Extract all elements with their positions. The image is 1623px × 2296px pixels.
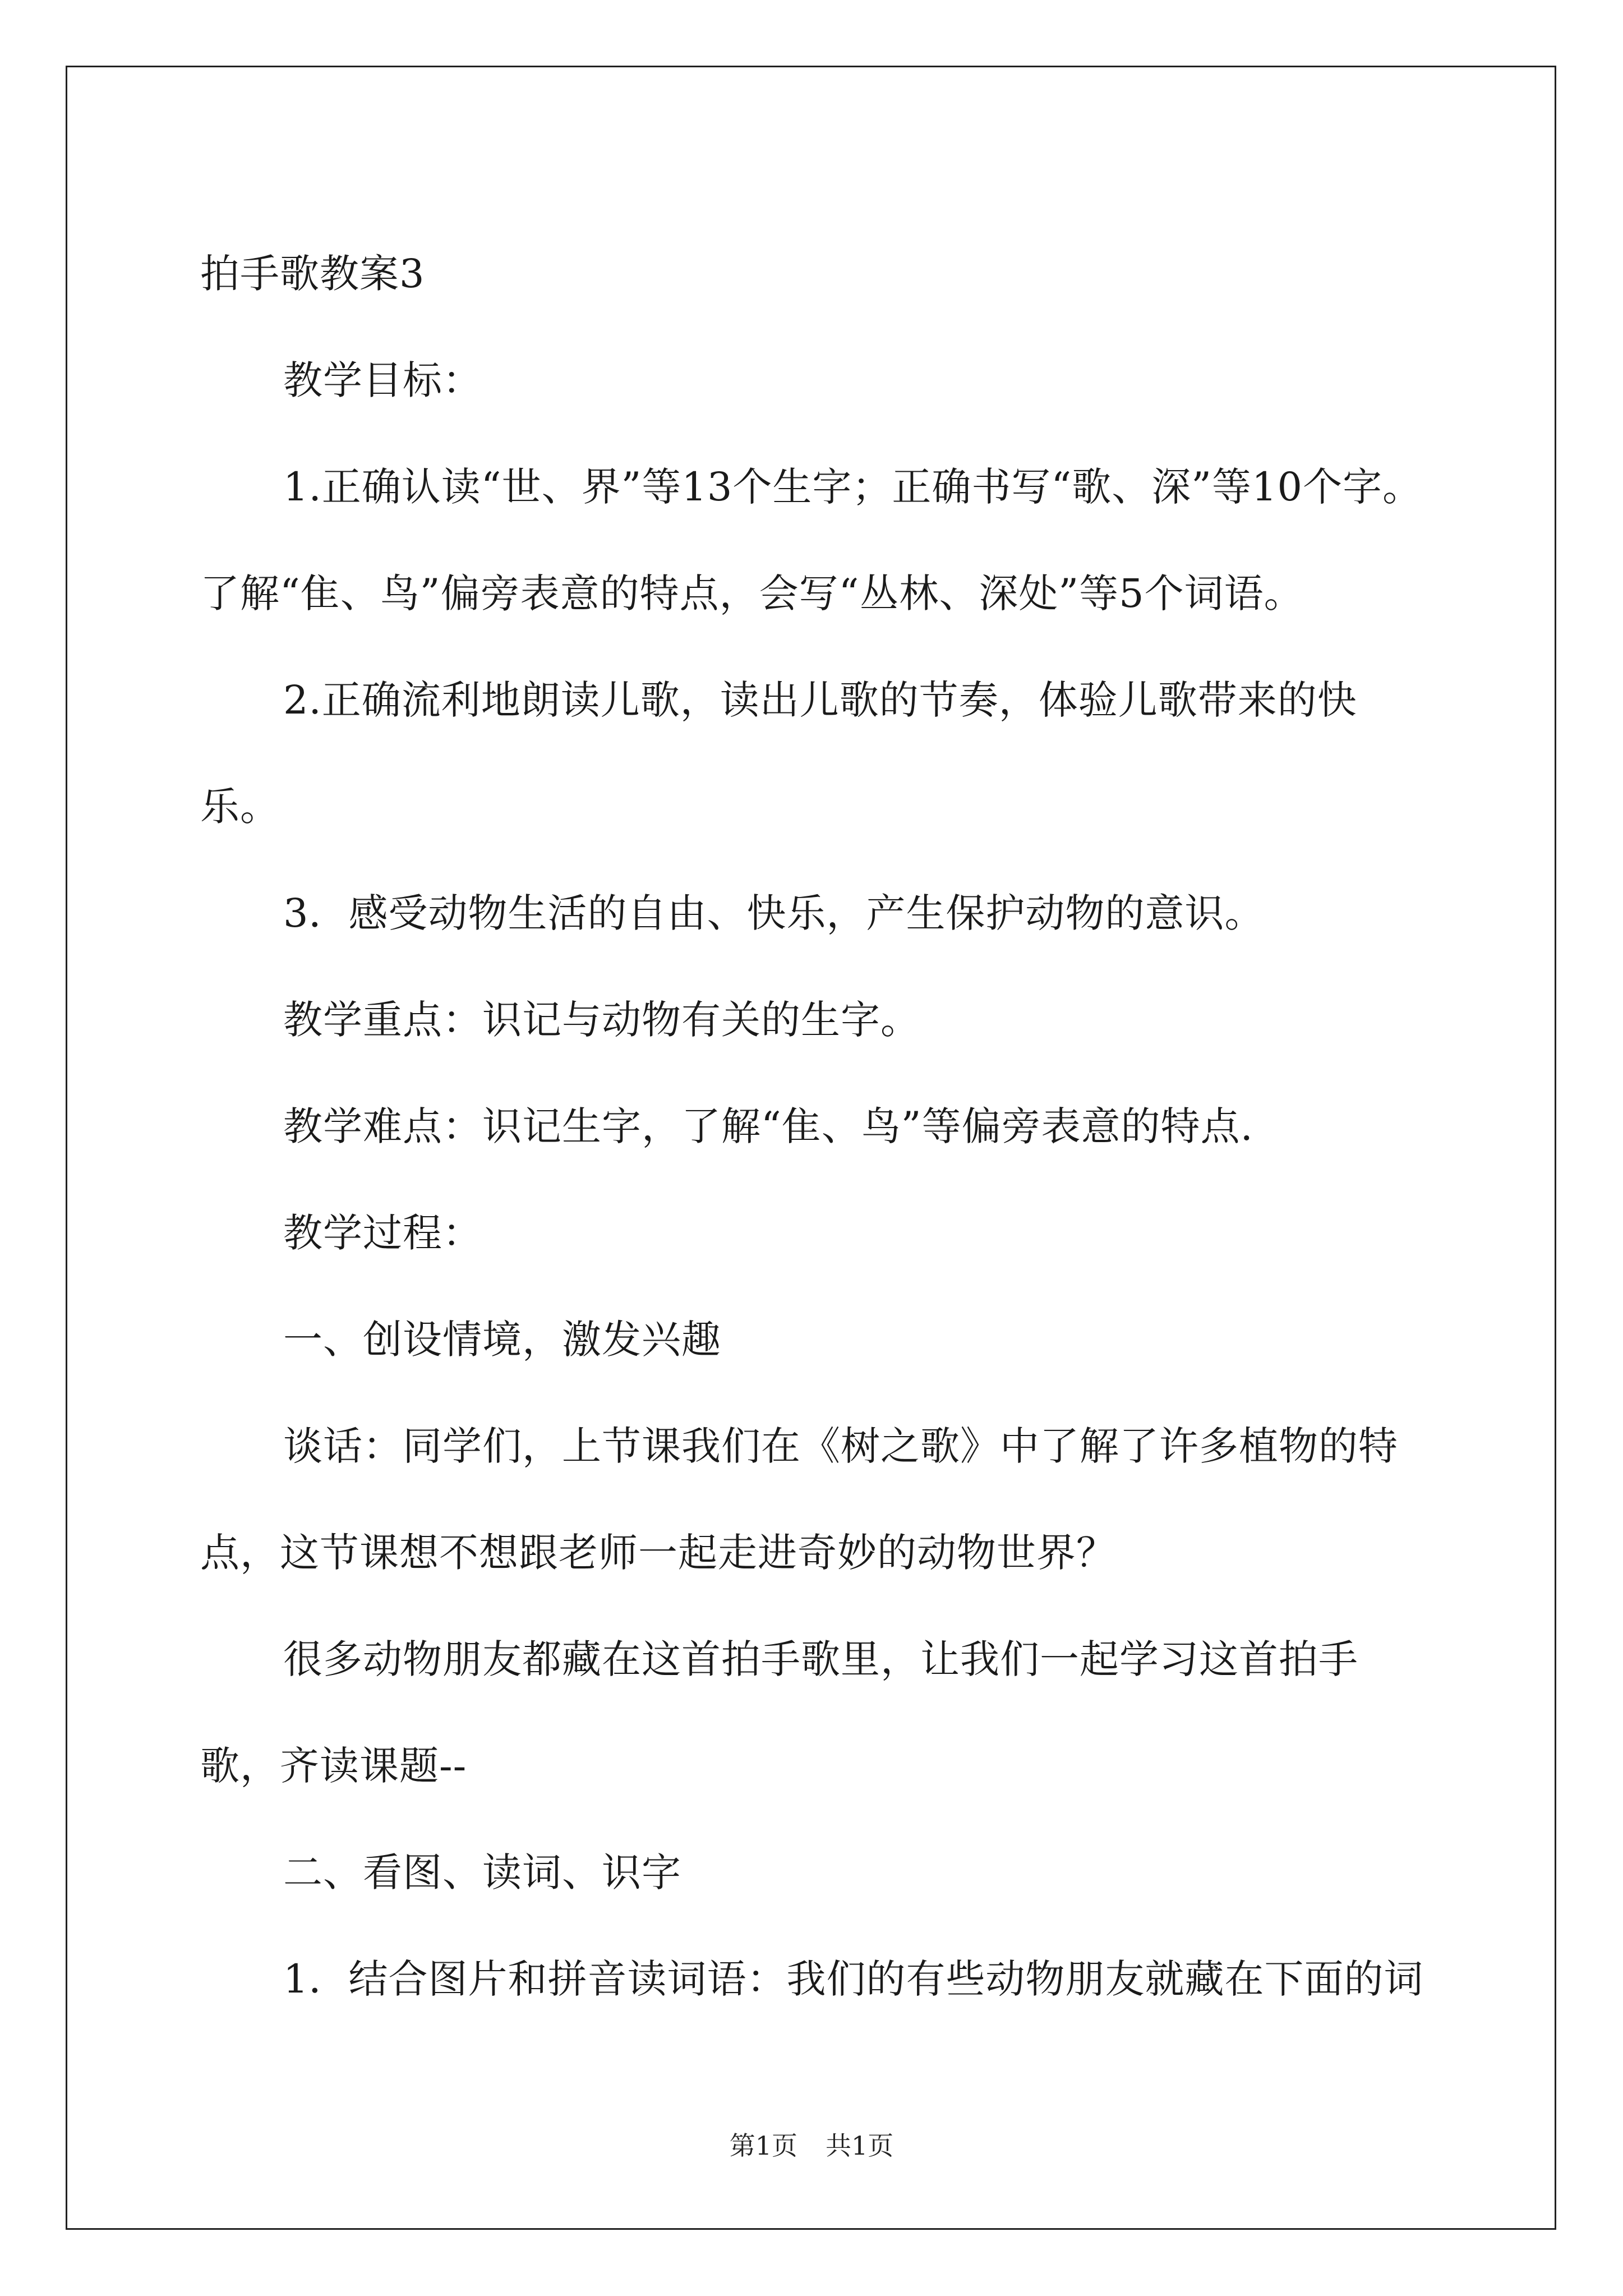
paragraph-teaching-goals-heading: 教学目标： xyxy=(283,357,482,403)
paragraph-difficult-point: 教学难点：识记生字，了解“隹、鸟”等偏旁表意的特点. xyxy=(283,1103,1253,1149)
paragraph-goal-3: 3．感受动物生活的自由、快乐，产生保护动物的意识。 xyxy=(283,890,1265,936)
paragraph-goal-1: 1.正确认读“世、界”等13个生字；正确书写“歌、深”等10个字。了解“隹、鸟”偏旁表意的特点，会写“丛林、深处”等5个词语。 xyxy=(200,464,1423,616)
paragraph-intro: 很多动物朋友都藏在这首拍手歌里，让我们一起学习这首拍手歌，齐读课题-- xyxy=(200,1636,1358,1789)
document-body xyxy=(200,220,1431,2032)
page-footer xyxy=(0,2129,1623,2162)
paragraph-talk: 谈话：同学们，上节课我们在《树之歌》中了解了许多植物的特点，这节课想不想跟老师一起走进奇妙的动物世界？ xyxy=(200,1423,1398,1576)
document-title: 拍手歌教案3 xyxy=(200,251,425,297)
paragraph-section-1-heading: 一、创设情境，激发兴趣 xyxy=(283,1317,721,1363)
paragraph-step-1: 1．结合图片和拼音读词语：我们的有些动物朋友就藏在下面的词 xyxy=(283,1956,1424,2002)
paragraph-goal-2: 2.正确流利地朗读儿歌，读出儿歌的节奏，体验儿歌带来的快乐。 xyxy=(200,677,1357,830)
page-number: 第1页 xyxy=(729,2131,797,2161)
paragraph-process-heading: 教学过程： xyxy=(283,1210,482,1256)
paragraph-key-point: 教学重点：识记与动物有关的生字。 xyxy=(283,997,920,1043)
page-total: 共1页 xyxy=(826,2131,894,2161)
paragraph-section-2-heading: 二、看图、读词、识字 xyxy=(283,1849,681,1895)
